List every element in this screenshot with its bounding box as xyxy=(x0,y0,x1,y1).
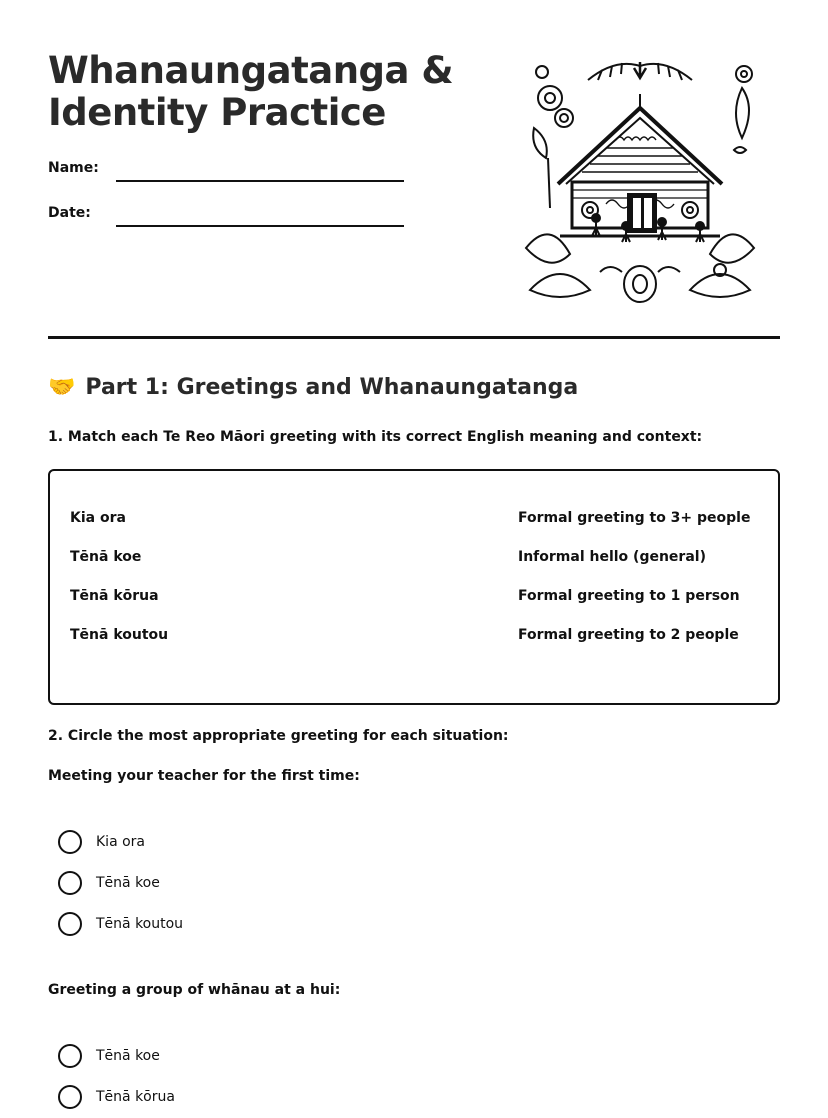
greeting-item[interactable]: Kia ora xyxy=(70,510,126,526)
radio-circle-icon[interactable] xyxy=(58,1044,82,1068)
wharenui-illustration xyxy=(520,58,760,304)
radio-circle-icon[interactable] xyxy=(58,871,82,895)
title-line-2: Identity Practice xyxy=(48,91,386,134)
situation-prompt: Meeting your teacher for the first time: xyxy=(48,768,360,784)
option-label: Tēnā koe xyxy=(96,1048,160,1064)
situation-prompt: Greeting a group of whānau at a hui: xyxy=(48,982,341,998)
answer-option[interactable] xyxy=(58,912,183,936)
name-label: Name: xyxy=(48,160,99,176)
option-label: Tēnā kōrua xyxy=(96,1089,175,1105)
date-field[interactable] xyxy=(116,225,404,227)
option-label: Kia ora xyxy=(96,834,145,850)
greeting-item[interactable]: Tēnā koutou xyxy=(70,627,169,643)
radio-circle-icon[interactable] xyxy=(58,912,82,936)
radio-circle-icon[interactable] xyxy=(58,1085,82,1109)
part1-heading xyxy=(48,375,578,400)
question-2: 2. Circle the most appropriate greeting for each situation: xyxy=(48,728,509,744)
title-line-1: Whanaungatanga & xyxy=(48,49,454,92)
meaning-item[interactable]: Formal greeting to 1 person xyxy=(518,588,740,604)
fern-frond-icon xyxy=(588,62,692,80)
section-divider xyxy=(48,336,780,339)
option-label: Tēnā koutou xyxy=(96,916,184,932)
worksheet-title xyxy=(48,50,453,134)
part1-heading-text: Part 1: Greetings and Whanaungatanga xyxy=(85,375,579,400)
greeting-item[interactable]: Tēnā koe xyxy=(70,549,142,565)
radio-circle-icon[interactable] xyxy=(58,830,82,854)
date-label: Date: xyxy=(48,205,91,221)
answer-option[interactable] xyxy=(58,830,145,854)
meaning-item[interactable]: Informal hello (general) xyxy=(518,549,706,565)
answer-option[interactable] xyxy=(58,1085,175,1109)
answer-option[interactable] xyxy=(58,871,160,895)
name-field[interactable] xyxy=(116,180,404,182)
handshake-icon: 🤝 xyxy=(48,374,76,400)
meaning-item[interactable]: Formal greeting to 3+ people xyxy=(518,510,751,526)
matching-box xyxy=(48,469,780,705)
greeting-item[interactable]: Tēnā kōrua xyxy=(70,588,159,604)
question-1: 1. Match each Te Reo Māori greeting with its correct English meaning and context: xyxy=(48,429,703,445)
option-label: Tēnā koe xyxy=(96,875,160,891)
meaning-item[interactable]: Formal greeting to 2 people xyxy=(518,627,739,643)
answer-option[interactable] xyxy=(58,1044,160,1068)
